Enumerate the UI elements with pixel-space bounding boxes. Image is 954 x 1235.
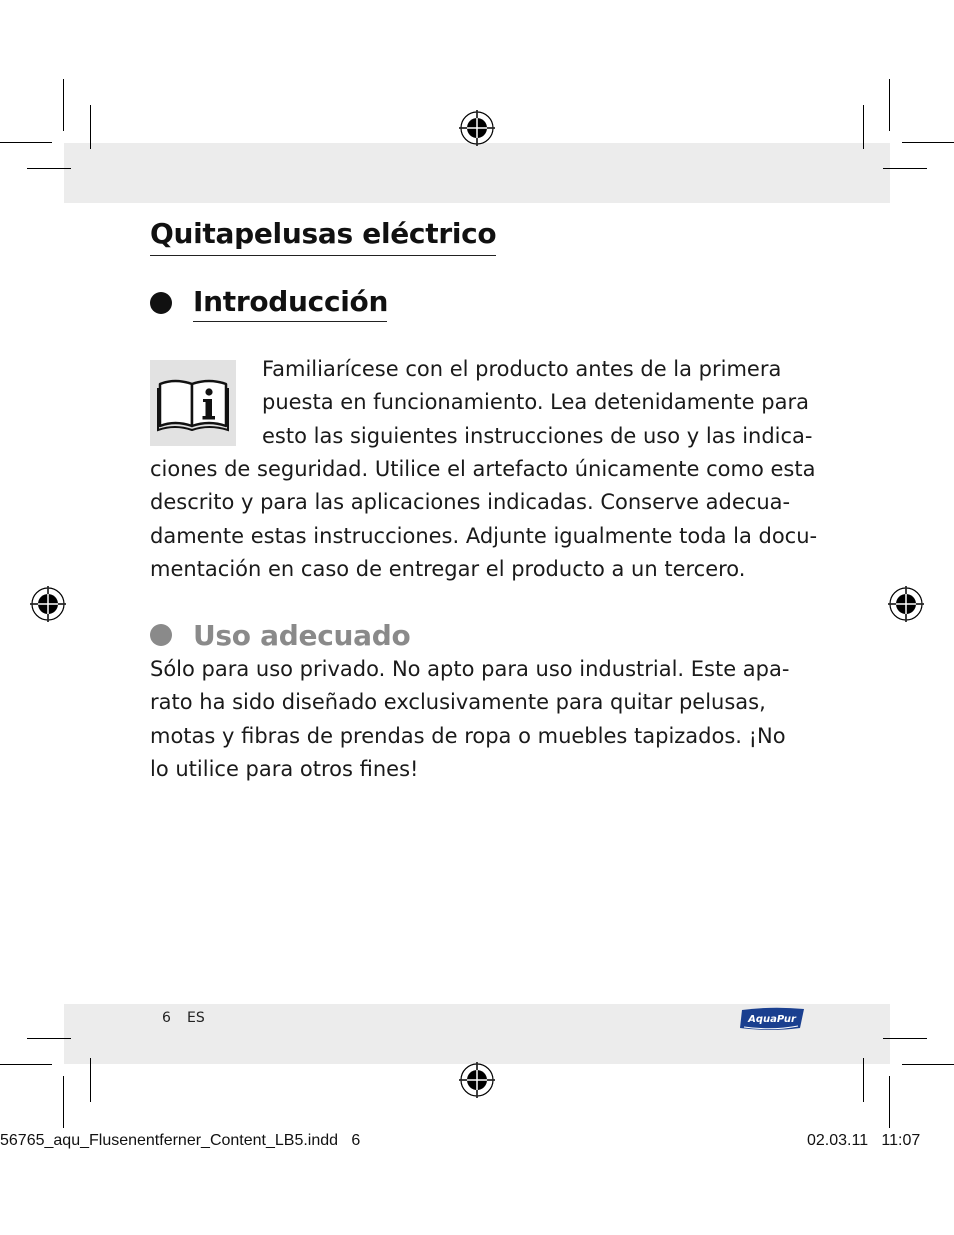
text-line: lo utilice para otros fines!	[150, 757, 419, 782]
section-heading-introduccion: Introducción	[193, 285, 389, 318]
registration-mark-icon	[459, 110, 495, 146]
section-bullet	[150, 292, 172, 314]
print-slug-file: 56765_aqu_Flusenentferner_Content_LB5.indd 6	[0, 1132, 361, 1149]
text-line: mentación en caso de entregar el producto a un tercero.	[150, 557, 746, 582]
aquapur-logo	[738, 1006, 806, 1032]
text-line: descrito y para las aplicaciones indicadas. Conserve adecua-	[150, 490, 791, 515]
text-line: Familiarícese con el producto antes de la primera	[262, 357, 782, 381]
section-heading-uso-adecuado: Uso adecuado	[193, 619, 411, 652]
text-line: esto las siguientes instrucciones de uso y las indica-	[262, 423, 813, 448]
info-book-icon	[150, 360, 236, 446]
page-number: 6	[162, 1010, 171, 1026]
section-bullet	[150, 624, 172, 646]
text-line: damente estas instrucciones. Adjunte igualmente toda la docu-	[150, 523, 818, 548]
text-line: ciones de seguridad. Utilice el artefacto únicamente como esta	[150, 457, 816, 481]
text-line: puesta en funcionamiento. Lea detenidamente para	[262, 390, 809, 415]
section-heading-underline	[193, 321, 387, 322]
registration-mark-icon	[888, 586, 924, 622]
header-band	[64, 143, 890, 203]
page-title: Quitapelusas eléctrico	[150, 217, 497, 250]
intro-paragraph	[150, 453, 817, 587]
registration-mark-icon	[30, 586, 66, 622]
logo-text: AquaPur	[748, 1014, 796, 1025]
text-line: motas y fibras de prendas de ropa o muebles tapizados. ¡No	[150, 723, 786, 748]
registration-mark-icon	[459, 1062, 495, 1098]
intro-paragraph-beside-icon	[262, 353, 813, 453]
title-underline	[150, 255, 496, 256]
text-line: Sólo para uso privado. No apto para uso industrial. Este apa-	[150, 657, 790, 681]
print-slug-datetime: 02.03.11 11:07	[807, 1132, 921, 1149]
text-line: rato ha sido diseñado exclusivamente para quitar pelusas,	[150, 690, 766, 715]
language-code: ES	[187, 1010, 205, 1026]
uso-paragraph	[150, 653, 789, 787]
